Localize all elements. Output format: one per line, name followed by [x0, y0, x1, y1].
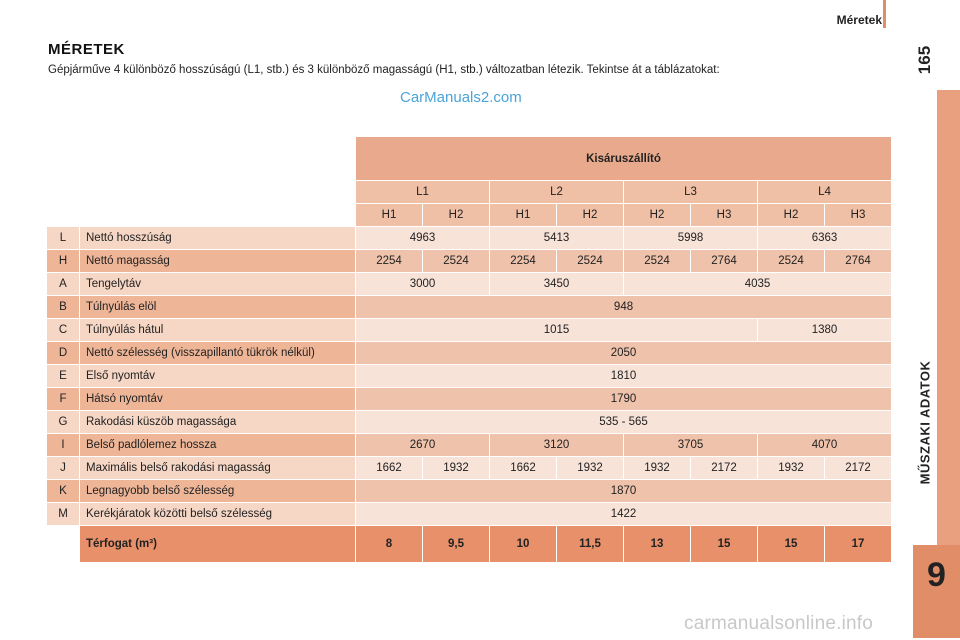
row-value: 1932 [624, 457, 691, 480]
row-value: 4035 [624, 273, 892, 296]
row-value: 2524 [557, 250, 624, 273]
row-code: F [47, 388, 80, 411]
row-label: Nettó magasság [80, 250, 356, 273]
row-label: Túlnyúlás hátul [80, 319, 356, 342]
row-label: Első nyomtáv [80, 365, 356, 388]
height-header: H2 [624, 204, 691, 227]
row-code: E [47, 365, 80, 388]
row-value: 1932 [758, 457, 825, 480]
volume-blank [47, 526, 80, 563]
height-header: H3 [825, 204, 892, 227]
row-code: M [47, 503, 80, 526]
row-value: 1422 [356, 503, 892, 526]
row-code: D [47, 342, 80, 365]
chapter-number: 9 [927, 556, 946, 594]
row-value: 1662 [356, 457, 423, 480]
watermark-link[interactable]: CarManuals2.com [400, 89, 522, 106]
row-label: Tengelytáv [80, 273, 356, 296]
footer-watermark: carmanualsonline.info [684, 613, 874, 634]
volume-value: 9,5 [423, 526, 490, 563]
table-row [47, 342, 892, 365]
row-value: 2172 [825, 457, 892, 480]
row-label: Legnagyobb belső szélesség [80, 480, 356, 503]
row-label: Nettó szélesség (visszapillantó tükrök nélkül) [80, 342, 356, 365]
row-value: 2172 [691, 457, 758, 480]
page-title: MÉRETEK [48, 41, 125, 58]
volume-value: 15 [691, 526, 758, 563]
row-value: 1790 [356, 388, 892, 411]
volume-value: 17 [825, 526, 892, 563]
row-code: J [47, 457, 80, 480]
volume-label: Térfogat (m³) [80, 526, 356, 563]
table-row [47, 227, 892, 250]
height-header: H1 [356, 204, 423, 227]
table-row [47, 434, 892, 457]
row-label: Maximális belső rakodási magasság [80, 457, 356, 480]
row-value: 5998 [624, 227, 758, 250]
row-label: Nettó hosszúság [80, 227, 356, 250]
row-code: G [47, 411, 80, 434]
header-blank [47, 181, 356, 204]
vehicle-type-header: Kisáruszállító [356, 137, 892, 181]
intro-text: Gépjármű​ve 4 különböző hosszúságú (L1, stb.) és 3 különböző magasságú (H1, stb.) változatban létezik. Tekintse át a táblázatokat: [48, 64, 720, 76]
row-value: 5413 [490, 227, 624, 250]
table-row [47, 250, 892, 273]
row-code: B [47, 296, 80, 319]
page-number: 165 [915, 45, 934, 75]
row-value: 2764 [691, 250, 758, 273]
row-value: 2524 [624, 250, 691, 273]
table-row [47, 319, 892, 342]
volume-value: 10 [490, 526, 557, 563]
height-header: H1 [490, 204, 557, 227]
dimensions-table-body [47, 137, 892, 563]
row-code: K [47, 480, 80, 503]
row-label: Belső padlólemez hossza [80, 434, 356, 457]
chapter-title-text: MŰSZAKI ADATOK [917, 360, 933, 484]
volume-row [47, 526, 892, 563]
row-value: 1932 [557, 457, 624, 480]
height-header: H2 [557, 204, 624, 227]
row-value: 948 [356, 296, 892, 319]
table-row [47, 296, 892, 319]
row-value: 1380 [758, 319, 892, 342]
row-value: 3120 [490, 434, 624, 457]
row-label: Kerékjáratok közötti belső szélesség [80, 503, 356, 526]
table-row [47, 457, 892, 480]
row-value: 1015 [356, 319, 758, 342]
header-row-heights [47, 204, 892, 227]
table-row [47, 503, 892, 526]
row-value: 1932 [423, 457, 490, 480]
row-value: 3705 [624, 434, 758, 457]
header-accent-bar [883, 0, 886, 28]
dimensions-table [46, 136, 892, 563]
section-label: Méretek [836, 13, 882, 27]
row-value: 1810 [356, 365, 892, 388]
volume-value: 15 [758, 526, 825, 563]
volume-value: 8 [356, 526, 423, 563]
table-row [47, 388, 892, 411]
row-value: 2670 [356, 434, 490, 457]
row-label: Rakodási küszöb magassága [80, 411, 356, 434]
table-row [47, 480, 892, 503]
length-header: L4 [758, 181, 892, 204]
length-header: L3 [624, 181, 758, 204]
table-row [47, 273, 892, 296]
row-value: 2254 [356, 250, 423, 273]
row-code: A [47, 273, 80, 296]
row-value: 2524 [758, 250, 825, 273]
height-header: H3 [691, 204, 758, 227]
volume-value: 11,5 [557, 526, 624, 563]
header-blank [47, 204, 356, 227]
row-code: H [47, 250, 80, 273]
row-value: 2050 [356, 342, 892, 365]
row-value: 535 - 565 [356, 411, 892, 434]
height-header: H2 [758, 204, 825, 227]
row-value: 2524 [423, 250, 490, 273]
table-row [47, 365, 892, 388]
row-code: C [47, 319, 80, 342]
chapter-title [911, 292, 939, 552]
header-blank [47, 137, 356, 181]
length-header: L1 [356, 181, 490, 204]
header-row-lengths [47, 181, 892, 204]
row-code: I [47, 434, 80, 457]
row-value: 1870 [356, 480, 892, 503]
row-value: 2764 [825, 250, 892, 273]
height-header: H2 [423, 204, 490, 227]
row-label: Hátsó nyomtáv [80, 388, 356, 411]
header-row-main [47, 137, 892, 181]
row-value: 4070 [758, 434, 892, 457]
row-value: 1662 [490, 457, 557, 480]
row-label: Túlnyúlás elöl [80, 296, 356, 319]
row-value: 4963 [356, 227, 490, 250]
row-value: 6363 [758, 227, 892, 250]
row-value: 3450 [490, 273, 624, 296]
length-header: L2 [490, 181, 624, 204]
row-code: L [47, 227, 80, 250]
row-value: 2254 [490, 250, 557, 273]
volume-value: 13 [624, 526, 691, 563]
row-value: 3000 [356, 273, 490, 296]
table-row [47, 411, 892, 434]
